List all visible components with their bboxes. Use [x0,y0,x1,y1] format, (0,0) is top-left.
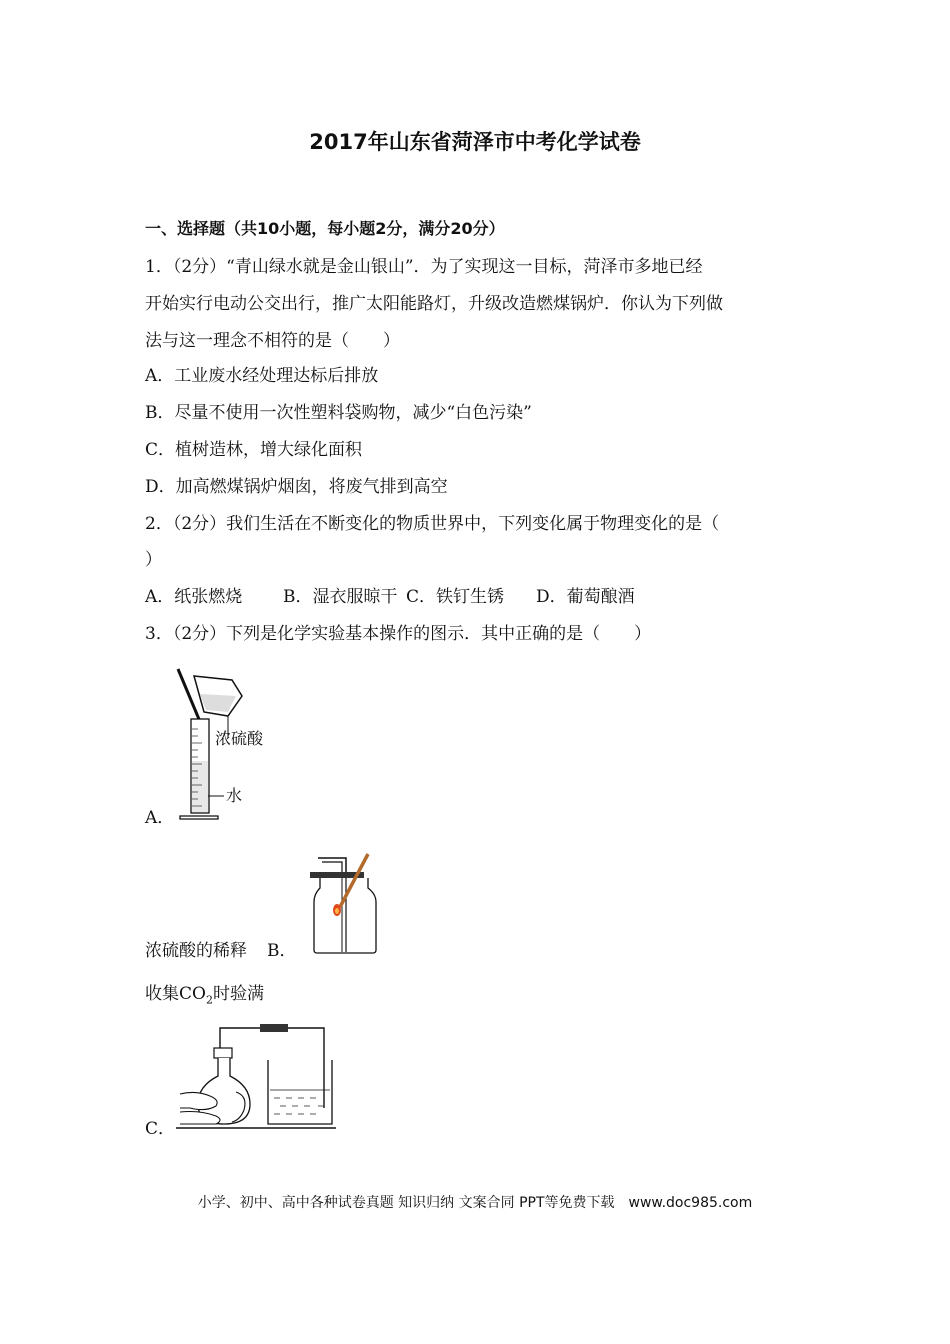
caption-co2-post: 时验满 [212,984,264,1004]
q1-line3: 法与这一理念不相符的是（ ） [145,331,400,351]
page-footer: 小学、初中、高中各种试卷真题 知识归纳 文案合同 PPT等免费下载 www.doc985.com [197,1195,753,1211]
q3-line1: 3．（2分）下列是化学实验基本操作的图示．其中正确的是（ ） [145,624,652,644]
section-heading: 一、选择题（共10小题，每小题2分，满分20分） [145,219,505,238]
q3-option-c-label: C． [145,1119,176,1139]
q3-option-b-label: B． [267,941,297,961]
page-title: 2017年山东省菏泽市中考化学试卷 [309,130,641,154]
q1-option-b: B．尽量不使用一次性塑料袋购物，减少“白色污染” [145,403,532,423]
q1-line1: 1．（2分）“青山绿水就是金山银山”．为了实现这一目标，菏泽市多地已经 [145,257,703,277]
q1-line2: 开始实行电动公交出行，推广太阳能路灯，升级改造燃煤锅炉．你认为下列做 [145,294,723,314]
caption-co2-sub: 2 [205,993,213,1007]
q3-option-a-caption [145,940,297,962]
q2-option-a: A．纸张燃烧 [145,587,243,607]
figure-a-label-water: 水 [226,786,243,805]
q2-option-c: C．铁钉生锈 [406,587,505,607]
figure-a-label-acid: 浓硫酸 [215,729,264,748]
caption-dilution: 浓硫酸的稀释 [145,941,247,961]
q2-option-d: D．葡萄酿酒 [536,587,635,607]
q3-option-b-caption [145,983,264,1011]
q1-option-c: C．植树造林，增大绿化面积 [145,440,363,460]
figure-c-airtightness [176,1020,336,1132]
q2-line1: 2．（2分）我们生活在不断变化的物质世界中，下列变化属于物理变化的是（ [145,514,720,534]
q2-line2: ） [145,550,162,570]
q2-option-b: B．湿衣服晾干 [283,587,398,607]
figure-b-co2-check [306,852,386,957]
caption-co2-pre: 收集CO [145,984,206,1004]
q3-option-a-label: A． [145,808,175,828]
q1-option-a: A．工业废水经处理达标后排放 [145,366,379,386]
q1-option-d: D．加高燃煤锅炉烟囱，将废气排到高空 [145,477,448,497]
q2-options [145,586,635,608]
